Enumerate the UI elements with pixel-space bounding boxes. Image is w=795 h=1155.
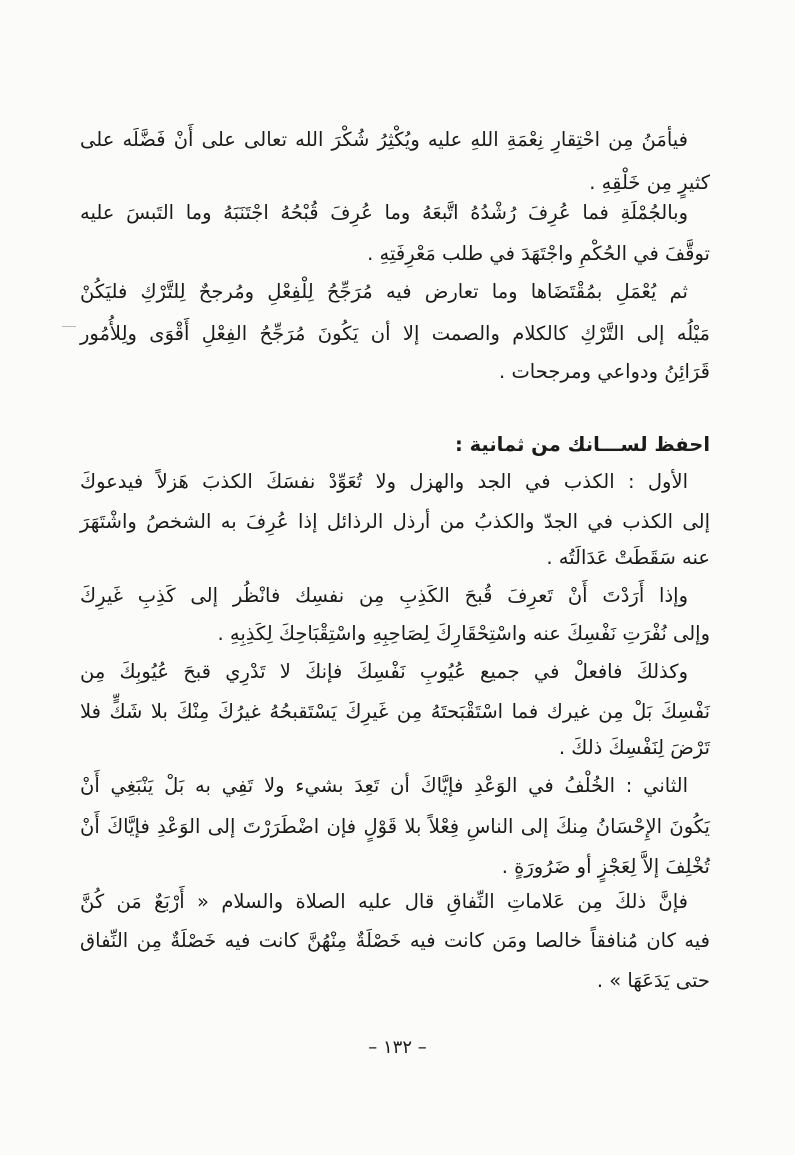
page-number: – ١٣٢ –: [368, 1037, 427, 1058]
text-line: قَرَائِنُ ودواعي ومرجحات .: [499, 360, 710, 383]
text-line: وإذا أَرَدْتَ أَنْ تَعرِفَ قُبحَ الكَذِبِ مِن نفسِك فانْظُر إلى كَذِبِ غَيرِكَ: [80, 584, 688, 607]
text-line: حتى يَدَعَهَا » .: [596, 969, 710, 992]
text-line: وإلى نُفْرَتِ نَفْسِكَ عنه واسْتِحْقَارِكَ لِصَاحِبِهِ واسْتِقْبَاحِكَ لِكَذِبِهِ .: [217, 622, 710, 645]
section-heading: احفظ لســـانك من ثمانية :: [454, 433, 710, 456]
text-line: وبالجُمْلَةِ فما عُرِفَ رُشْدُهُ اتَّبعَهُ وما عُرِفَ قُبْحُهُ اجْتَنَبَهُ وما التَبسَ عليه: [80, 201, 688, 224]
text-line: كثيرٍ مِن خَلْقِهِ .: [589, 171, 710, 194]
text-line: مَيْلُه إلى التَّرْكِ كالكلام والصمت إلا أن يَكُونَ مُرَجِّحُ الفِعْلِ أَقْوَى ولِلأُمُور: [80, 322, 710, 345]
text-line: فإنَّ ذلكَ مِن عَلاماتِ النِّفاقِ قال عليه الصلاة والسلام « أَرْبَعٌ مَن كُنَّ: [80, 890, 688, 913]
text-line: فيأمَنُ مِن احْتِقارِ نِعْمَةِ اللهِ عليه ويُكْثِرُ شُكْرَ الله تعالى على أَنْ فَضَّلَه على: [80, 128, 688, 151]
margin-mark: [62, 326, 76, 327]
text-line: الأول : الكذب في الجد والهزل ولا تُعَوِّدْ نفسَكَ الكذبَ هَزلاً فيدعوكَ: [80, 470, 688, 493]
text-line: إلى الكذب في الجدّ والكذبُ من أرذل الرذائل إذا عُرِفَ به الشخصُ واشْتَهَرَ: [80, 510, 710, 533]
text-line: نَفْسِكَ بَلْ مِن غيرك فما اسْتَقْبَحتَهُ مِن غَيرِكَ يَسْتَقبحُهُ غيرُكَ مِنْكَ بلا شَكٍّ فلا: [80, 700, 710, 723]
text-line: عنه سَقَطَتْ عَدَالَتُه .: [546, 546, 710, 569]
text-line: وكذلكَ فافعلْ في جميع عُيُوبِ نَفْسِكَ فإنكَ لا تَدْرِي قبحَ عُيُوبِكَ مِن: [80, 660, 688, 683]
text-line: ثم يُعْمَلِ بمُقْتَضَاها وما تعارض فيه مُرَجِّحُ لِلْفِعْلِ ومُرجحٌ لِلتَّرْكِ فليَكُنْ: [80, 280, 688, 303]
text-line: الثاني : الخُلْفُ في الوَعْدِ فإيَّاكَ أن تَعِدَ بشيء ولا تَفِي به بَلْ يَنْبَغِي أَنْ: [80, 774, 688, 797]
text-line: فيه كان مُنافقاً خالصا ومَن كانت فيه خَصْلَةٌ مِنْهُنَّ كانت فيه خَصْلَةٌ مِن النِّفاق: [80, 929, 710, 952]
text-line: يَكُونَ الإِحْسَانُ مِنكَ إلى الناسِ فِعْلاً بلا قَوْلٍ فإن اضْطَرَرْتَ إلى الوَعْدِ فإيَّاكَ أَنْ: [80, 815, 710, 838]
text-line: تَرْضَ لِنَفْسِكَ ذلكَ .: [558, 736, 710, 759]
text-line: تُخْلِفَ إلاَّ لِعَجْزٍ أو ضَرُورَةٍ .: [501, 855, 710, 878]
text-line: توقَّفَ في الحُكْمِ واجْتَهَدَ في طلب مَعْرِفَتِهِ .: [367, 242, 710, 265]
